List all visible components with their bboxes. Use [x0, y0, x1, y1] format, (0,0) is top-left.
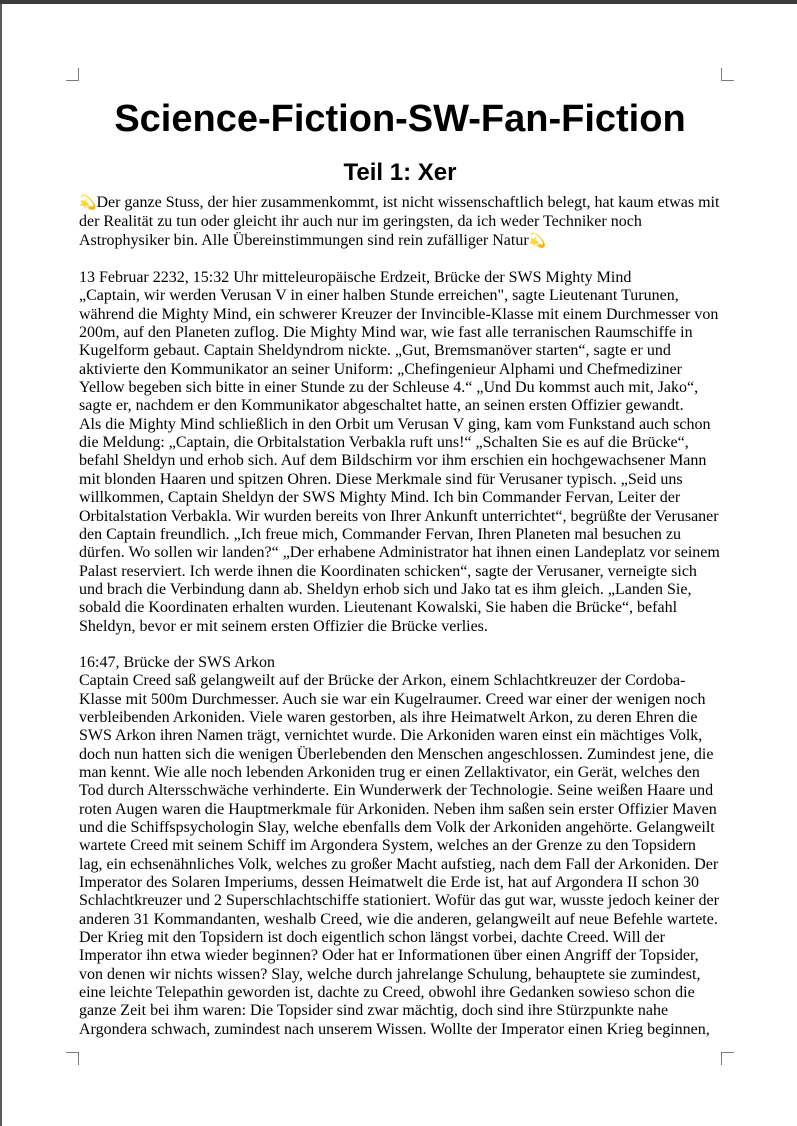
document-title: Science-Fiction-SW-Fan-Fiction [114, 98, 686, 140]
section2-heading: 16:47, Brücke der SWS Arkon [79, 653, 275, 671]
section1-paragraph-1: „Captain, wir werden Verusan V in einer halben Stunde erreichen", sagte Lieutenant Turunen, während die Mighty Mind, ein schwerer Kreuzer der Invincible-Klasse mit einem Durchmesser von 200m, auf den Planeten zuflog. Die Mighty Mind war, wie fast alle terranischen Raumschiffe in Kugelform gebaut. Captain Sheldyndrom nickte. „Gut, Bremsmanöver starten“, sagte er und aktivierte den Kommunikator an seiner Uniform: „Chefingenieur Alphami und Chefmediziner Yellow begeben sich bitte in einer Stunde zu der Schleuse 4.“ „Und Du kommst auch mit, Jako“, sagte er, nachdem er den Kommunikator abgeschaltet hatte, an seinen ersten Offizier gewandt. [79, 287, 719, 415]
section1-paragraph-2: Als die Mighty Mind schließlich in den Orbit um Verusan V ging, kam vom Funkstand auch schon die Meldung: „Captain, die Orbitalstation Verbakla ruft uns!“ „Schalten Sie es auf die Brücke“, befahl Sheldyn und erhob sich. Auf dem Bildschirm vor ihm erschien ein hochgewachsener Mann mit blonden Haaren und spitzen Ohren. Diese Merkmale sind für Verusaner typisch. „Seid uns willkommen, Captain Sheldyn der SWS Mighty Mind. Ich bin Commander Fervan, Leiter der Orbitalstation Verbakla. Wir wurden bereits von Ihrer Ankunft unterrichtet“, begrüßte der Verusaner den Captain freundlich. „Ich freue mich, Commander Fervan, Ihren Planeten mal besuchen zu dürfen. Wo sollen wir landen?“ „Der erhabene Administrator hat ihnen einen Landeplatz vor seinem Palast reserviert. Ich werde ihnen die Koordinaten schicken“, sagte der Verusaner, verneigte sich und brach die Verbindung dann ab. Sheldyn erhob sich und Jako tat es ihm gleich. „Landen Sie, sobald die Koordinaten erhalten wurden. Lieutenant Kowalski, Sie haben die Brücke“, befahl Sheldyn, bevor er mit seinem ersten Offizier die Brücke verlies. [79, 415, 720, 635]
crop-mark-bottom-left [66, 1052, 79, 1065]
crop-mark-top-left [66, 68, 79, 81]
page-content [79, 96, 721, 1044]
dizzy-star-icon: 💫 [528, 233, 547, 249]
document-subtitle: Teil 1: Xer [343, 159, 457, 186]
crop-mark-top-right [721, 68, 734, 81]
dizzy-star-icon: 💫 [79, 196, 97, 211]
window-top-border [0, 0, 797, 4]
paragraph-gap [79, 251, 721, 269]
disclaimer [79, 194, 721, 251]
section1-heading: 13 Februar 2232, 15:32 Uhr mitteleuropäische Erdzeit, Brücke der SWS Mighty Mind [79, 269, 632, 287]
crop-mark-bottom-right [721, 1052, 734, 1065]
disclaimer-text: Der ganze Stuss, der hier zusammenkommt, ist nicht wissenschaftlich belegt, hat kaum etwas mit der Realität zu tun oder gleicht ihr auch nur im geringsten, da ich weder Techniker noch Astrophysiker bin. Alle Übereinstimmungen sind rein zufälliger Natur [79, 194, 720, 249]
paragraph-gap [79, 636, 721, 654]
section2-paragraph-1: Captain Creed saß gelangweilt auf der Brücke der Arkon, einem Schlachtkreuzer der Cordoba-Klasse mit 500m Durchmesser. Auch sie war ein Kugelraumer. Creed war einer der wenigen noch verbleibenden Arkoniden. Viele waren gestorben, als ihre Heimatwelt Arkon, zu deren Ehren die SWS Arkon ihren Namen trägt, vernichtet wurde. Die Arkoniden waren einst ein mächtiges Volk, doch nun hatten sich die wenigen Überlebenden den Menschen angeschlossen. Zumindest jene, die man kennt. Wie alle noch lebenden Arkoniden trug er einen Zellaktivator, ein Gerät, welches den Tod durch Altersschwäche verhinderte. Ein Wunderwerk der Technologie. Seine weißen Haare und roten Augen waren die Hauptmerkmale für Arkoniden. Neben ihm saßen sein erster Offizier Maven und die Schiffspsychologin Slay, welche ebenfalls dem Volk der Arkoniden angehörte. Gelangweilt wartete Creed mit seinem Schiff im Argondera System, welches an der Grenze zu den Topsidern lag, ein echsenähnliches Volk, welches zu großer Macht aufstieg, nach dem Fall der Arkoniden. Der Imperator des Solaren Imperiums, dessen Heimatwelt die Erde ist, hat auf Argondera II schon 30 Schlachtkreuzer und 2 Superschlachtschiffe stationiert. Wofür das gut war, wusste jedoch keiner der anderen 31 Kommandanten, weshalb Creed, wie die anderen, gelangweilt auf neue Befehle wartete. Der Krieg mit den Topsidern ist doch eigentlich schon längst vorbei, dachte Creed. Will der Imperator ihn etwa wieder beginnen? Oder hat er Informationen über einen Angriff der Topsider, von denen wir nichts wissen? Slay, welche durch jahrelange Schulung, behauptete sie zumindest, eine leichte Telepathin geworden ist, dachte zu Creed, obwohl ihre Gedanken sowieso schon die ganze Zeit bei ihm waren: Die Topsider sind zwar mächtig, doch sind ihre Stürzpunkte nahe Argondera schwach, zumindest nach unserem Wissen. Wollte der Imperator einen Krieg beginnen, [79, 672, 719, 1038]
page-left-edge [0, 4, 2, 1126]
